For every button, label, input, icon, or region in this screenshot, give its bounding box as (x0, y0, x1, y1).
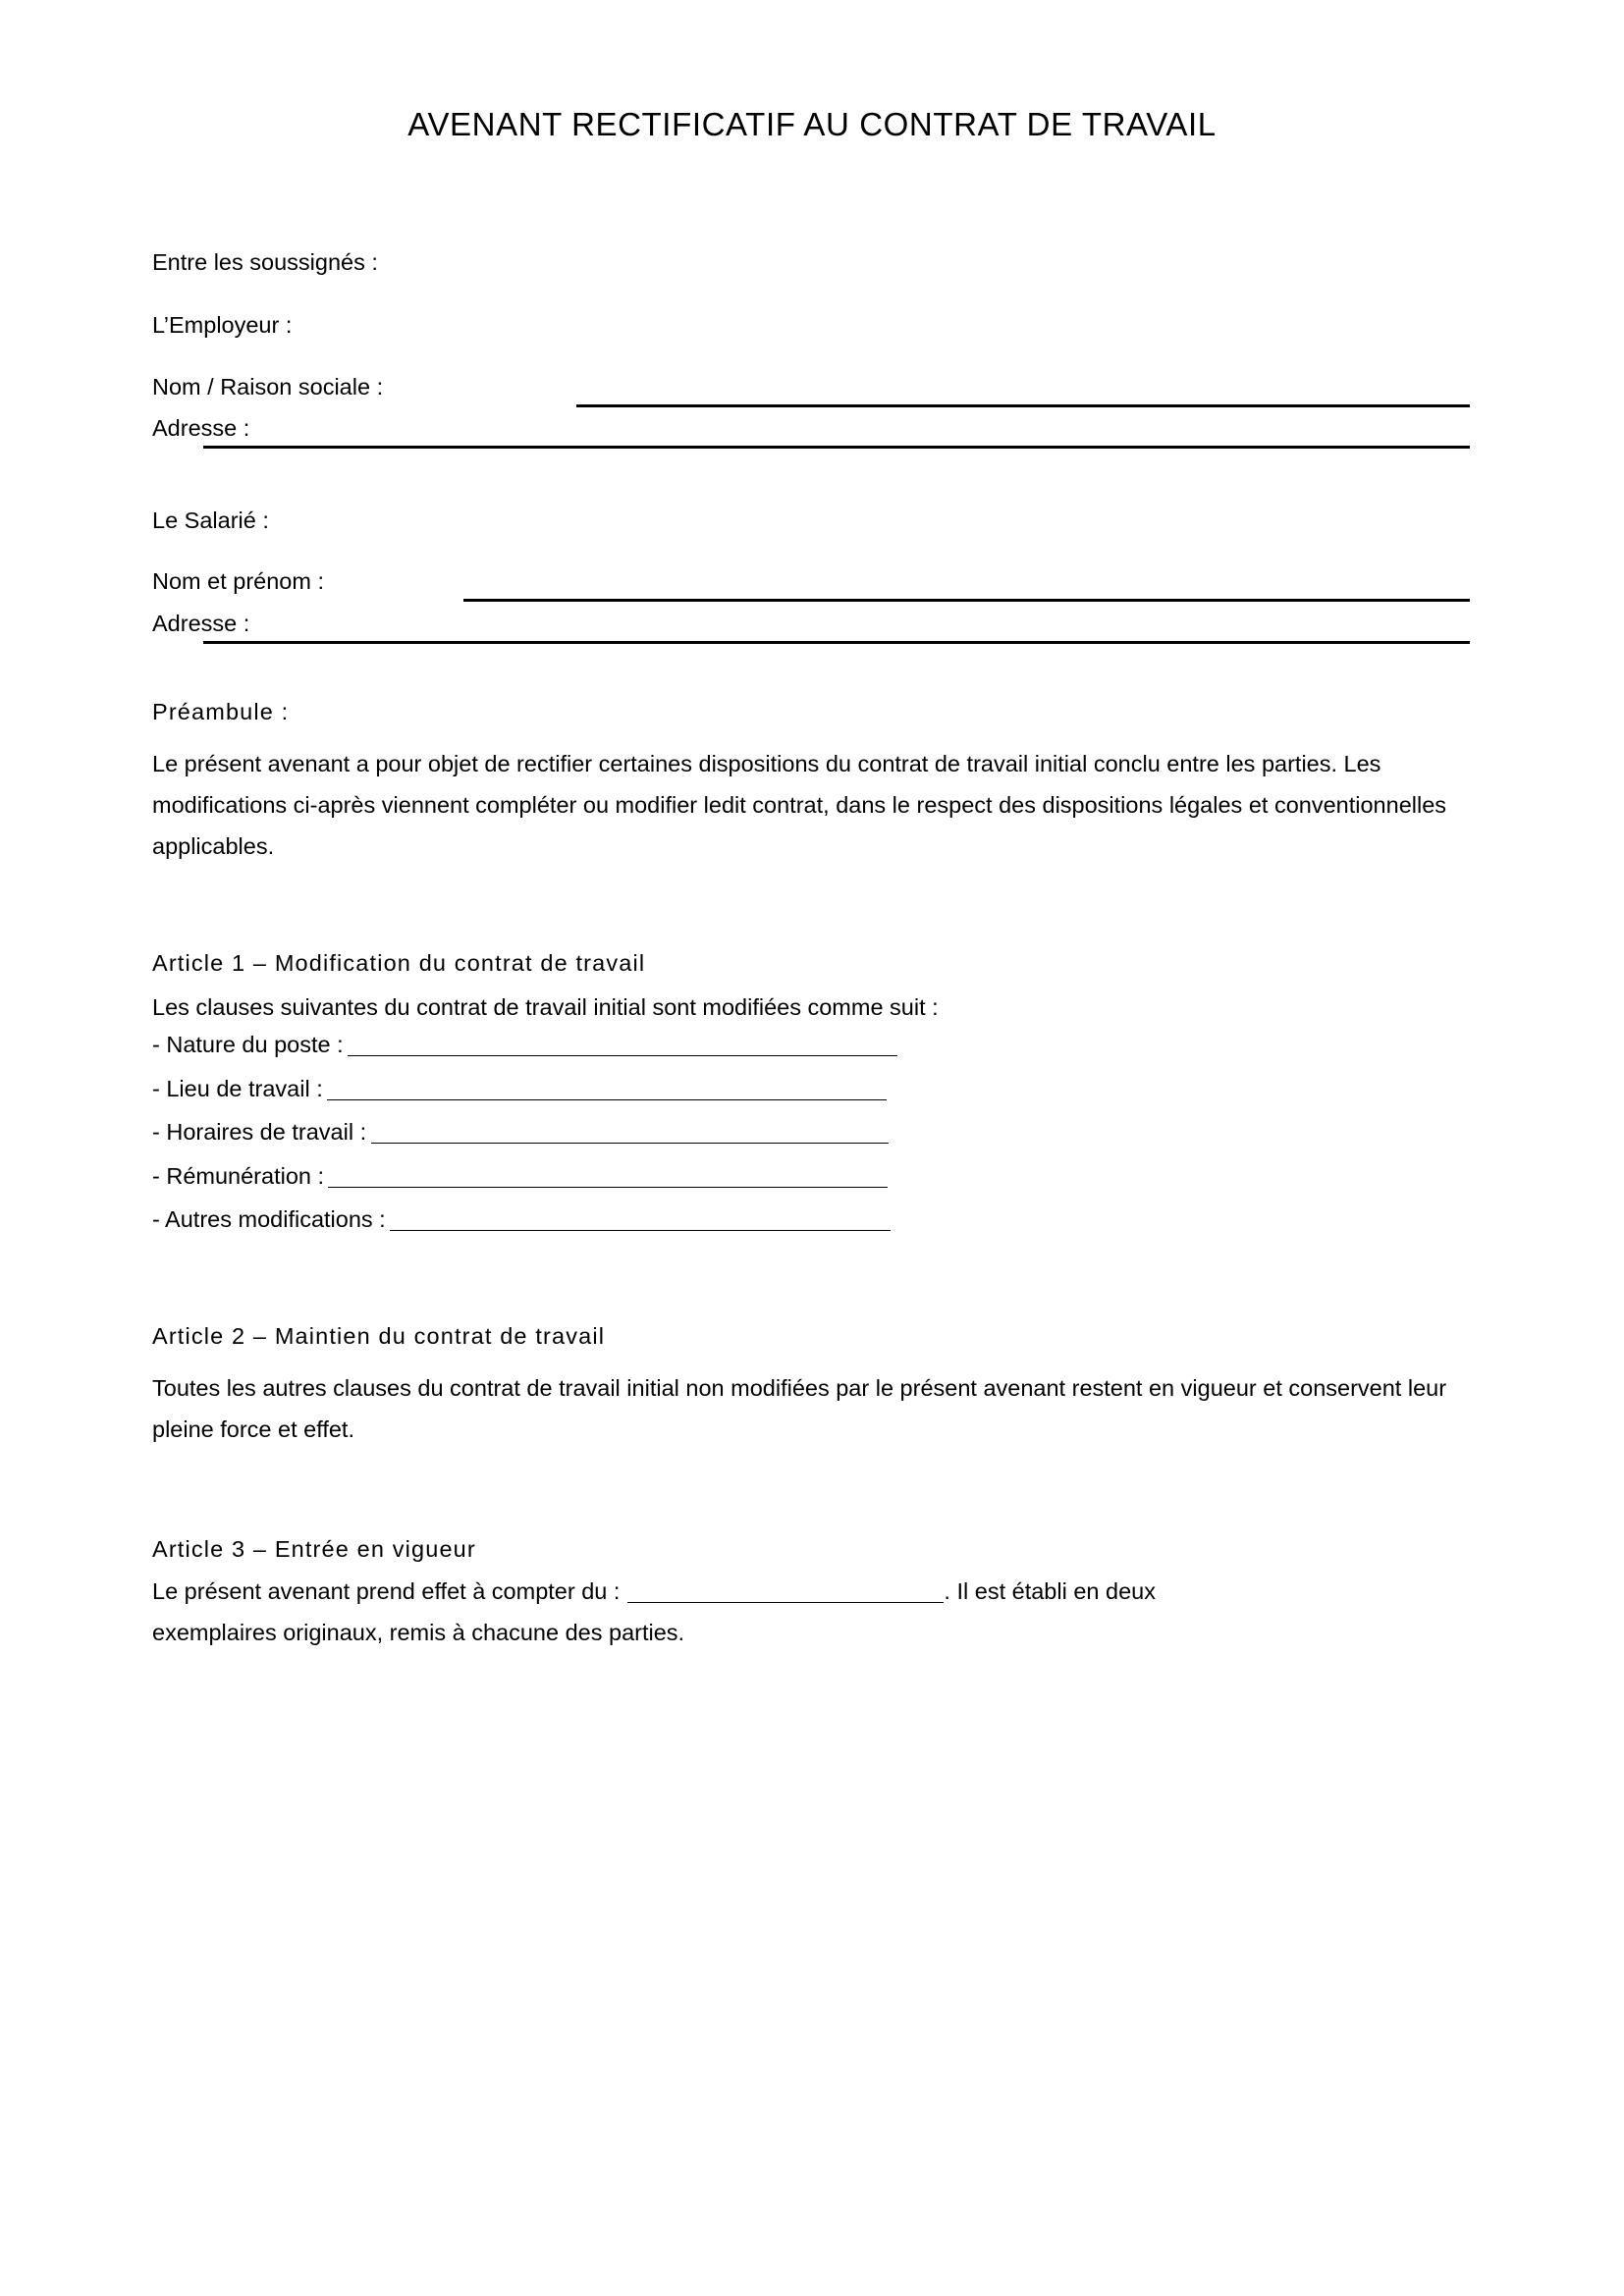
article1-item-input[interactable] (371, 1127, 889, 1144)
employer-address-label: Adresse : (152, 415, 250, 441)
article2-heading: Article 2 – Maintien du contrat de travail (152, 1323, 606, 1349)
article3-body-after: . Il est établi en deux (944, 1578, 1156, 1604)
article1-item-label: - Nature du poste : (152, 1032, 344, 1057)
list-item (152, 1121, 889, 1145)
article3-body-continued: exemplaires originaux, remis à chacune des parties. (152, 1620, 685, 1645)
intro-line: Entre les soussignés : (152, 249, 378, 275)
article3-body (152, 1580, 1473, 1604)
article1-item-label: - Autres modifications : (152, 1206, 386, 1232)
article1-heading: Article 1 – Modification du contrat de travail (152, 950, 646, 976)
employer-heading: L’Employeur : (152, 312, 293, 338)
article3-heading: Article 3 – Entrée en vigueur (152, 1536, 476, 1562)
preamble-body: Le présent avenant a pour objet de rectifier certaines dispositions du contrat de travail initial conclu entre les parties. Les modifications ci-après viennent compléter ou modifier ledit contrat, dans le respect des dispositions légales et conventionnelles applicables. (152, 751, 1447, 859)
employer-name-input[interactable] (576, 404, 1470, 407)
article2-body: Toutes les autres clauses du contrat de travail initial non modifiées par le présent avenant restent en vigueur et conservent leur pleine force et effet. (152, 1375, 1447, 1442)
article1-item-input[interactable] (348, 1040, 897, 1056)
list-item (152, 1078, 887, 1101)
preamble-heading: Préambule : (152, 699, 290, 724)
employee-name-label: Nom et prénom : (152, 568, 325, 594)
article3-date-input[interactable] (627, 1586, 944, 1603)
list-item (152, 1034, 897, 1057)
employee-heading: Le Salarié : (152, 507, 269, 533)
article3-body-before: Le présent avenant prend effet à compter du : (152, 1578, 621, 1604)
employee-address-input[interactable] (203, 641, 1470, 644)
article1-item-label: - Lieu de travail : (152, 1076, 323, 1101)
employer-address-input[interactable] (203, 446, 1470, 449)
article1-item-label: - Horaires de travail : (152, 1119, 367, 1145)
list-item (152, 1165, 888, 1189)
page-title: AVENANT RECTIFICATIF AU CONTRAT DE TRAVAIL (407, 106, 1217, 142)
employee-address-label: Adresse : (152, 611, 250, 636)
employer-name-label: Nom / Raison sociale : (152, 374, 384, 400)
article1-item-input[interactable] (328, 1171, 888, 1188)
list-item (152, 1208, 891, 1232)
article1-item-label: - Rémunération : (152, 1163, 325, 1189)
article1-item-input[interactable] (390, 1214, 891, 1231)
article1-intro: Les clauses suivantes du contrat de travail initial sont modifiées comme suit : (152, 994, 939, 1020)
employee-name-input[interactable] (463, 599, 1470, 602)
article1-item-input[interactable] (327, 1084, 887, 1100)
